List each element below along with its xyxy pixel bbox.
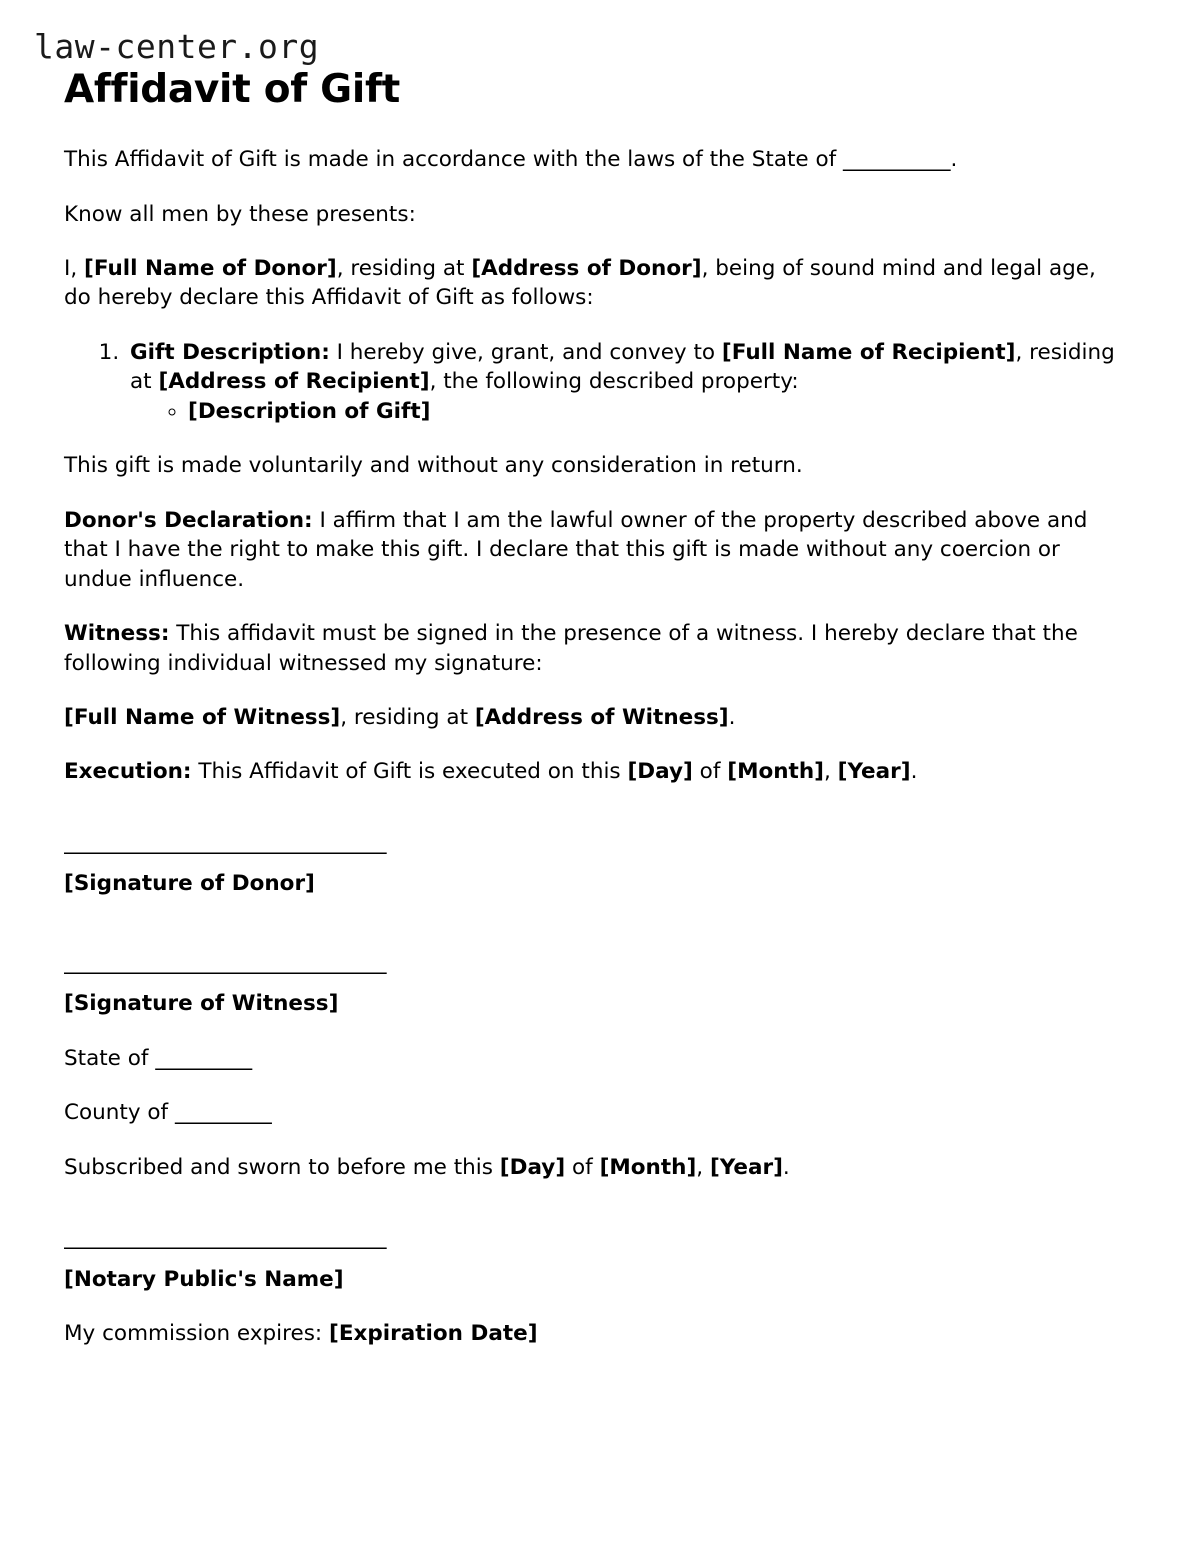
witness-signature-block — [64, 948, 1126, 1019]
spacer — [64, 1207, 1126, 1223]
execution-text-1: This Affidavit of Gift is executed on this — [191, 759, 628, 785]
commission-text: My commission expires: — [64, 1320, 330, 1346]
sworn-text-1: Subscribed and sworn to before me this — [64, 1154, 500, 1180]
donor-declaration-opening — [64, 254, 1126, 313]
spacer — [64, 924, 1126, 948]
sworn-day-placeholder: [Day] — [499, 1154, 566, 1180]
spacer — [64, 812, 1126, 828]
witness-address-placeholder: [Address of Witness] — [474, 705, 729, 730]
sworn-month-placeholder: [Month] — [599, 1154, 697, 1180]
execution-paragraph — [64, 757, 1126, 786]
gift-description-sublist — [130, 397, 1126, 426]
recipient-name-placeholder: [Full Name of Recipient] — [721, 339, 1016, 365]
gift-text-3: , the following described property: — [429, 369, 799, 395]
witness-statement-paragraph — [64, 619, 1126, 678]
witness-signature-line[interactable]: ______________________________ — [64, 949, 387, 975]
notary-signature-block — [64, 1223, 1126, 1294]
opening-text-3: , being of sound mind and legal age, do hereby declare this Affidavit of Gift as follows: — [64, 256, 1096, 311]
donors-declaration-paragraph — [64, 506, 1126, 594]
witness-statement-text: This affidavit must be signed in the presence of a witness. I hereby declare that the following individual witnessed my signature: — [64, 621, 1078, 676]
donor-name-placeholder: [Full Name of Donor] — [84, 256, 337, 282]
execution-month-placeholder: [Month] — [727, 759, 824, 785]
list-item — [126, 338, 1126, 426]
donor-address-placeholder: [Address of Donor] — [471, 256, 702, 282]
execution-text-4: . — [910, 759, 918, 785]
site-brand: law-center.org — [34, 27, 320, 66]
donors-declaration-text: I affirm that I am the lawful owner of the property described above and that I have the right to make this gift. I declare that this gift is made without any coercion or undue influence. — [64, 507, 1088, 592]
execution-day-placeholder: [Day] — [627, 759, 693, 785]
gift-text-1: I hereby give, grant, and convey to — [329, 339, 722, 365]
execution-text-2: of — [692, 759, 728, 785]
intro-text-prefix: This Affidavit of Gift is made in accordance with the laws of the State of — [64, 147, 844, 173]
intro-paragraph — [64, 145, 1126, 174]
opening-text-2: , residing at — [336, 256, 472, 282]
witness-text-2: . — [728, 705, 736, 730]
list-item: ◦ [Description of Gift] — [188, 397, 1126, 426]
donor-signature-block — [64, 828, 1126, 899]
commission-expiration-placeholder: [Expiration Date] — [329, 1320, 538, 1346]
donors-declaration-heading: Donor's Declaration: — [64, 507, 313, 533]
notary-signature-line[interactable]: ______________________________ — [64, 1225, 387, 1251]
witness-text-1: , residing at — [340, 705, 475, 730]
donor-signature-label: [Signature of Donor] — [64, 871, 315, 897]
gift-ordered-list — [64, 338, 1126, 426]
witness-heading: Witness: — [64, 621, 170, 647]
witness-name-placeholder: [Full Name of Witness] — [64, 705, 341, 730]
voluntary-paragraph: This gift is made voluntarily and without any consideration in return. — [64, 453, 803, 479]
gift-text-2: , residing at — [130, 339, 1115, 395]
execution-year-placeholder: [Year] — [837, 759, 911, 785]
notary-county-line — [64, 1098, 1126, 1127]
opening-text-1: I, — [64, 256, 85, 282]
witness-identity-paragraph — [64, 703, 1126, 732]
intro-text-suffix: . — [950, 147, 958, 173]
sworn-text-2: of — [565, 1154, 600, 1180]
execution-text-3: , — [823, 759, 838, 785]
witness-signature-label: [Signature of Witness] — [64, 991, 339, 1017]
donor-signature-line[interactable]: ______________________________ — [64, 829, 387, 855]
notary-state-label: State of — [64, 1045, 156, 1071]
presents-paragraph: Know all men by these presents: — [64, 201, 416, 227]
document-content — [34, 27, 1126, 1348]
notary-county-label: County of — [64, 1100, 175, 1126]
execution-heading: Execution: — [64, 759, 192, 785]
sworn-year-placeholder: [Year] — [709, 1154, 783, 1180]
sworn-text-3: , — [696, 1154, 710, 1180]
notary-county-blank-field[interactable]: _________ — [174, 1100, 272, 1126]
gift-description-heading: Gift Description: — [130, 339, 330, 365]
page-title: Affidavit of Gift — [64, 67, 400, 112]
notary-sworn-paragraph — [64, 1153, 1126, 1182]
notary-state-blank-field[interactable]: _________ — [155, 1045, 253, 1071]
notary-state-line — [64, 1044, 1126, 1073]
state-blank-field[interactable]: __________ — [843, 147, 951, 173]
notary-commission-line — [64, 1319, 1126, 1348]
notary-name-label: [Notary Public's Name] — [64, 1266, 344, 1292]
recipient-address-placeholder: [Address of Recipient] — [158, 369, 430, 395]
sworn-text-4: . — [782, 1154, 790, 1180]
